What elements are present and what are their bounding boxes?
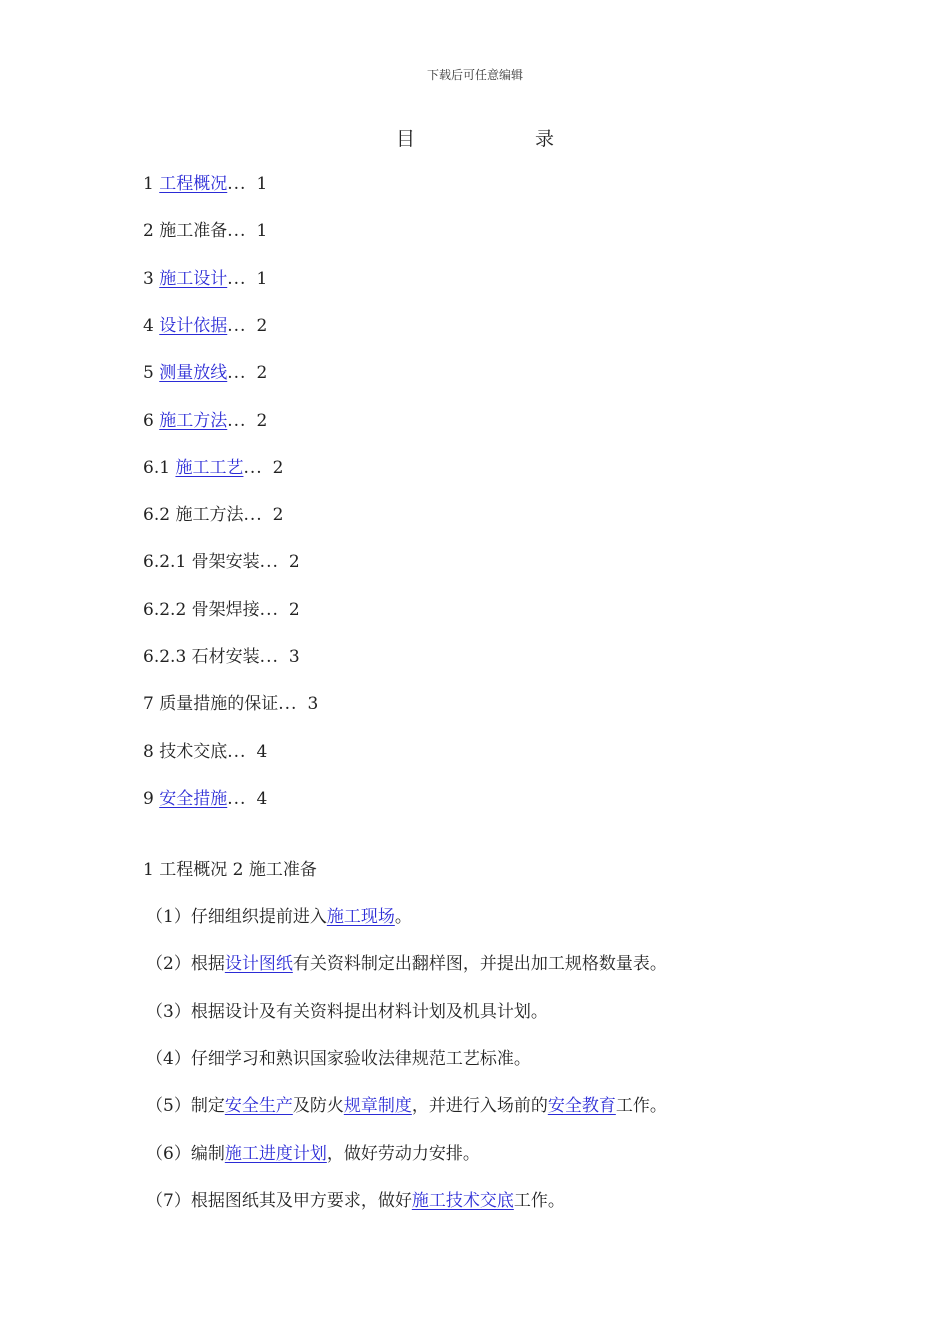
toc-entry-number: 6.2.3: [143, 647, 192, 667]
page-header-note: 下载后可任意编辑: [426, 68, 523, 82]
toc-entry-link[interactable]: 安全措施: [159, 789, 228, 809]
toc-entry-leader: ...: [278, 694, 298, 714]
toc-entry-number: 9: [143, 789, 160, 809]
toc-entry-page-number: 3: [288, 647, 301, 667]
toc-entry-leader: ...: [259, 600, 279, 620]
toc-entry-title: 骨架安装: [191, 552, 260, 572]
toc-entry: [143, 550, 301, 574]
toc-entry-leader: ...: [227, 742, 247, 762]
list-item: [146, 1094, 667, 1118]
toc-entry-number: 6.2: [143, 505, 176, 525]
toc-title: [0, 124, 950, 151]
toc-entry-number: 6: [143, 411, 160, 431]
toc-entry-number: 6.2.1: [143, 552, 192, 572]
toc-entry-title: 施工准备: [159, 221, 228, 241]
toc-entry-number: 6.2.2: [143, 600, 192, 620]
list-item-text: 及防火: [292, 1096, 344, 1116]
toc-entry[interactable]: [143, 456, 285, 480]
list-item-text: 。: [394, 907, 412, 927]
inline-link[interactable]: 安全生产: [224, 1096, 293, 1116]
toc-entry[interactable]: [143, 787, 268, 811]
toc-entry-page-number: 2: [272, 505, 285, 525]
toc-entry-title: 技术交底: [159, 742, 228, 762]
list-item-text: 仔细学习和熟识国家验收法律规范工艺标准。: [190, 1049, 531, 1069]
toc-entry-leader: ...: [227, 174, 247, 194]
toc-entry[interactable]: [143, 361, 268, 385]
toc-entry-link[interactable]: 施工工艺: [175, 458, 244, 478]
list-item: [146, 905, 412, 929]
list-item-text: 工作。: [615, 1096, 667, 1116]
list-item-text: 根据设计及有关资料提出材料计划及机具计划。: [190, 1002, 548, 1022]
toc-entry-leader: ...: [227, 221, 247, 241]
toc-entry-title: 骨架焊接: [191, 600, 260, 620]
list-item: [146, 952, 667, 976]
toc-entry-page-number: 4: [256, 742, 269, 762]
list-item: [146, 1189, 565, 1213]
toc-entry-leader: ...: [243, 458, 263, 478]
toc-entry: [143, 692, 319, 716]
toc-title-left: 目: [395, 128, 415, 150]
toc-entry-link[interactable]: 施工方法: [159, 411, 228, 431]
toc-entry-number: 8: [143, 742, 160, 762]
list-item-number: （2）: [146, 954, 191, 974]
toc-entry-number: 2: [143, 221, 160, 241]
toc-entry-leader: ...: [259, 552, 279, 572]
list-item: [146, 1047, 531, 1071]
toc-entry[interactable]: [143, 267, 268, 291]
toc-entry-page-number: 2: [272, 458, 285, 478]
toc-entry-number: 1: [143, 174, 160, 194]
toc-entry-number: 5: [143, 363, 160, 383]
toc-entry-title: 质量措施的保证: [159, 694, 279, 714]
list-item-text: ，并进行入场前的: [411, 1096, 548, 1116]
toc-entry-number: 3: [143, 269, 160, 289]
toc-entry-page-number: 1: [256, 174, 269, 194]
toc-entry-leader: ...: [227, 269, 247, 289]
inline-link[interactable]: 设计图纸: [224, 954, 293, 974]
list-item-text: 编制: [190, 1144, 225, 1164]
toc-entry-page-number: 3: [307, 694, 320, 714]
list-item-text: 工作。: [513, 1191, 565, 1211]
toc-entry-number: 6.1: [143, 458, 176, 478]
toc-entry-link[interactable]: 施工设计: [159, 269, 228, 289]
inline-link[interactable]: 规章制度: [343, 1096, 412, 1116]
toc-entry-link[interactable]: 工程概况: [159, 174, 228, 194]
list-item-number: （6）: [146, 1144, 191, 1164]
toc-entry-leader: ...: [259, 647, 279, 667]
toc-entry[interactable]: [143, 314, 268, 338]
toc-entry-page-number: 4: [256, 789, 269, 809]
toc-entry: [143, 740, 268, 764]
toc-entry-title: 施工方法: [175, 505, 244, 525]
inline-link[interactable]: 安全教育: [547, 1096, 616, 1116]
list-item-number: （5）: [146, 1096, 191, 1116]
inline-link[interactable]: 施工现场: [326, 907, 395, 927]
toc-entry: [143, 645, 301, 669]
toc-entry-page-number: 2: [288, 552, 301, 572]
toc-entry-page-number: 1: [256, 221, 269, 241]
toc-entry-number: 7: [143, 694, 160, 714]
inline-link[interactable]: 施工进度计划: [224, 1144, 327, 1164]
toc-entry-page-number: 2: [256, 411, 269, 431]
list-item-text: 制定: [190, 1096, 225, 1116]
toc-entry-page-number: 2: [256, 316, 269, 336]
toc-entry[interactable]: [143, 172, 268, 196]
toc-entry-leader: ...: [243, 505, 263, 525]
inline-link[interactable]: 施工技术交底: [411, 1191, 514, 1211]
list-item-number: （7）: [146, 1191, 191, 1211]
list-item: [146, 1000, 548, 1024]
toc-entry-leader: ...: [227, 316, 247, 336]
toc-title-right: 录: [535, 128, 555, 150]
list-item: [146, 1142, 480, 1166]
toc-entry: [143, 598, 301, 622]
toc-entry[interactable]: [143, 409, 268, 433]
list-item-text: 有关资料制定出翻样图，并提出加工规格数量表。: [292, 954, 667, 974]
list-item-text: 根据图纸其及甲方要求，做好: [190, 1191, 412, 1211]
list-item-number: （3）: [146, 1002, 191, 1022]
toc-entry-page-number: 2: [256, 363, 269, 383]
toc-entry-leader: ...: [227, 411, 247, 431]
toc-entry-leader: ...: [227, 363, 247, 383]
toc-entry: [143, 503, 285, 527]
toc-entry: [143, 219, 268, 243]
toc-entry-page-number: 1: [256, 269, 269, 289]
list-item-number: （1）: [146, 907, 191, 927]
toc-entry-page-number: 2: [288, 600, 301, 620]
list-item-text: 仔细组织提前进入: [190, 907, 327, 927]
toc-entry-leader: ...: [227, 789, 247, 809]
toc-entry-link[interactable]: 测量放线: [159, 363, 228, 383]
list-item-text: ，做好劳动力安排。: [326, 1144, 480, 1164]
toc-entry-link[interactable]: 设计依据: [159, 316, 228, 336]
toc-entry-number: 4: [143, 316, 160, 336]
section-heading: 1 工程概况 2 施工准备: [143, 860, 317, 880]
list-item-number: （4）: [146, 1049, 191, 1069]
list-item-text: 根据: [190, 954, 225, 974]
toc-entry-title: 石材安装: [191, 647, 260, 667]
